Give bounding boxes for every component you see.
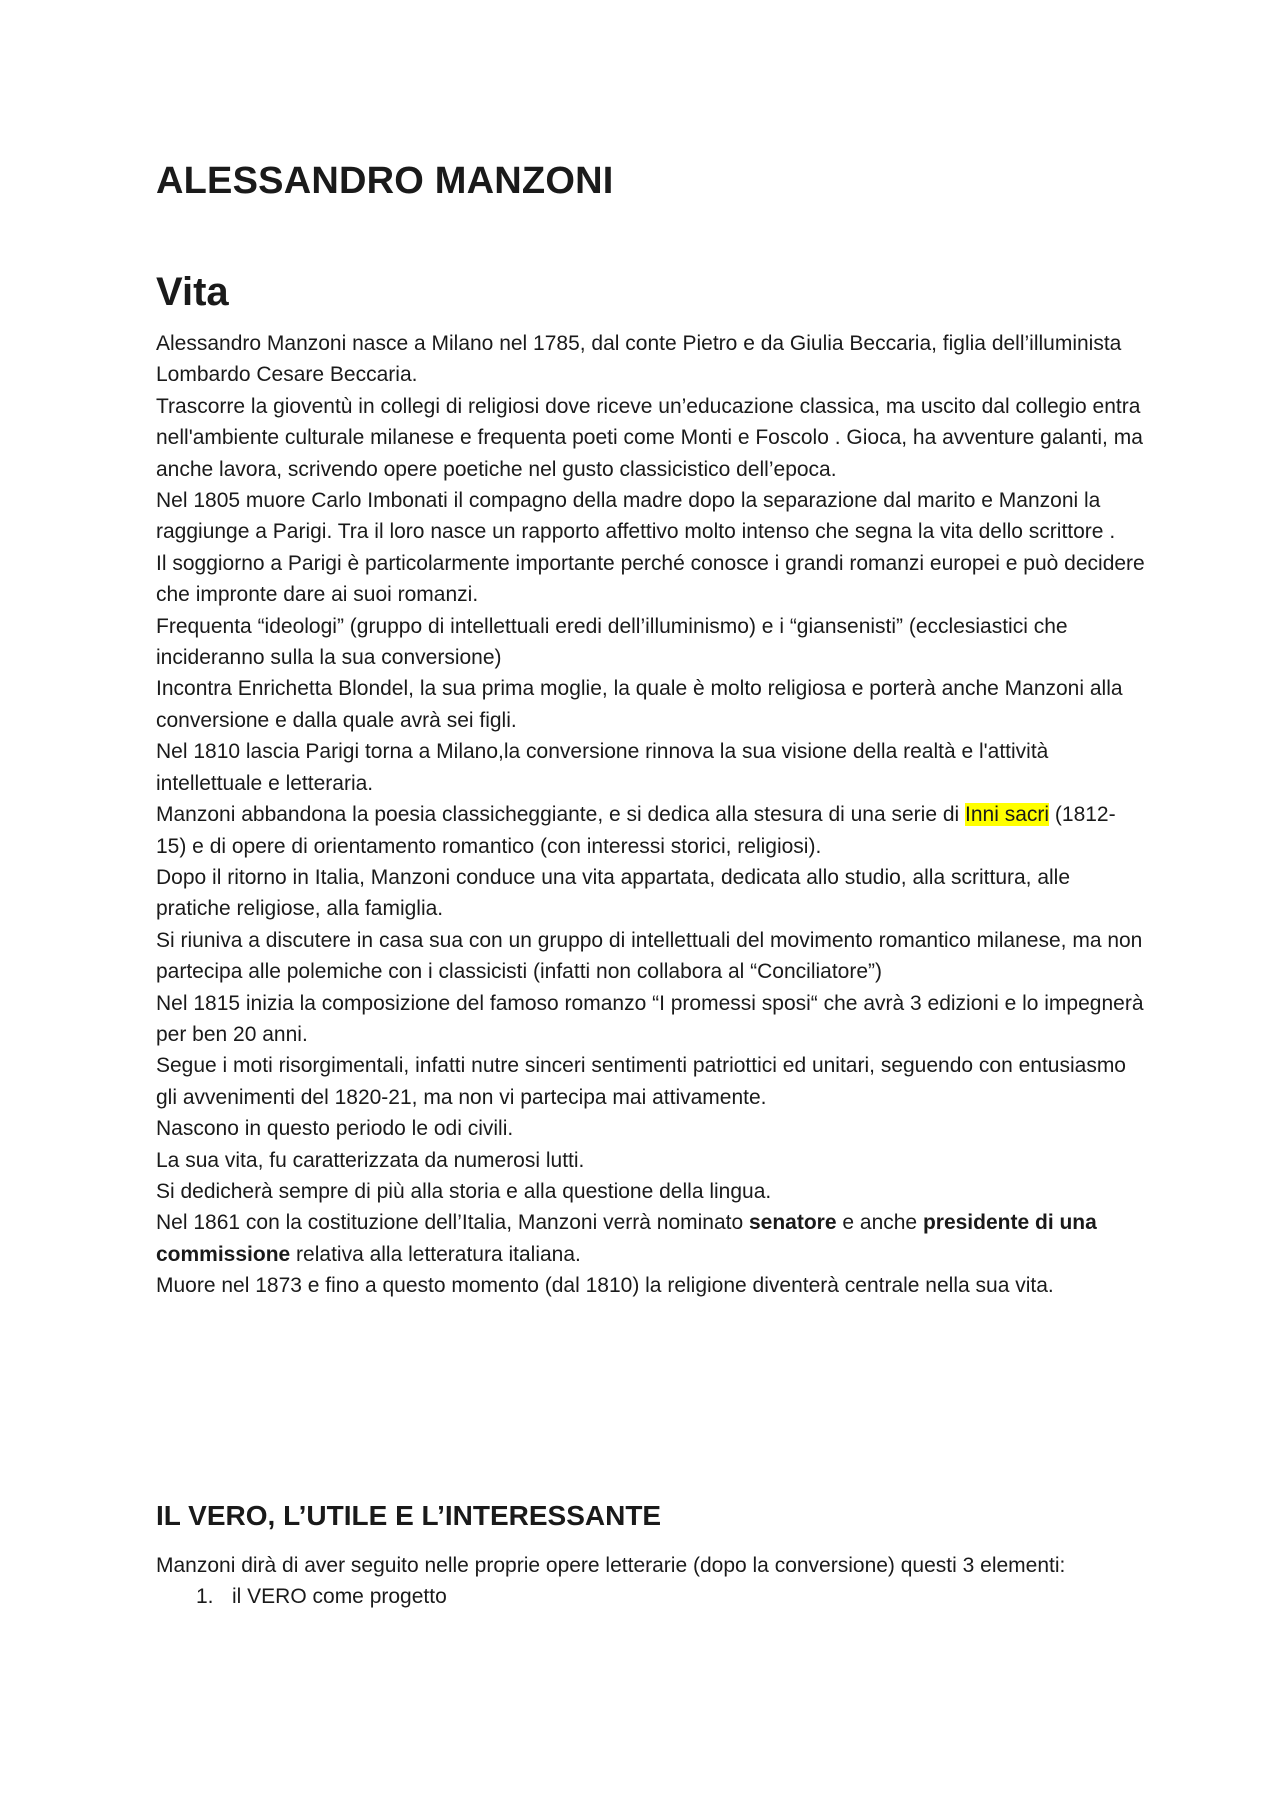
text-run: Nel 1861 con la costituzione dell’Italia, Manzoni verrà nominato: [156, 1211, 749, 1235]
list-item: [156, 1581, 1146, 1612]
paragraph: Alessandro Manzoni nasce a Milano nel 1785, dal conte Pietro e da Giulia Beccaria, figlia dell’illuminista Lombardo Cesare Beccaria.: [156, 332, 1122, 387]
paragraph: Nel 1810 lascia Parigi torna a Milano,la conversione rinnova la sua visione della realtà e l'attività intellettuale e letteraria.: [156, 740, 1049, 795]
paragraph: Frequenta “ideologi” (gruppo di intellettuali eredi dell’illuminismo) e i “giansenisti” (ecclesiastici che incideranno sulla la sua conversione): [156, 614, 1068, 670]
highlighted-text: Inni sacri: [965, 803, 1050, 827]
paragraph: Muore nel 1873 e fino a questo momento (dal 1810) la religione diventerà centrale nella sua vita.: [156, 1274, 1054, 1298]
paragraph: Trascorre la gioventù in collegi di religiosi dove riceve un’educazione classica, ma uscito dal collegio entra nell'ambiente culturale milanese e frequenta poeti come Monti e Foscolo . Gioca, ha avventure galanti, ma anche lavora, scrivendo opere poetiche nel gusto classicistico dell’epoca.: [156, 394, 1143, 481]
paragraph: Nel 1805 muore Carlo Imbonati il compagno della madre dopo la separazione dal marito e Manzoni la raggiunge a Parigi. Tra il loro nasce un rapporto affettivo molto intenso che segna la vita dello scrittore .: [156, 489, 1116, 544]
text-run: Manzoni abbandona la poesia classicheggiante, e si dedica alla stesura di una serie di: [156, 803, 966, 827]
numbered-list: [156, 1581, 1146, 1612]
bold-text: senatore: [749, 1211, 837, 1235]
paragraph: Nel 1815 inizia la composizione del famoso romanzo “I promessi sposi“ che avrà 3 edizioni e lo impegnerà per ben 20 anni.: [156, 991, 1144, 1046]
paragraph: Nascono in questo periodo le odi civili.: [156, 1117, 514, 1141]
bold-text: presidente di una commissione: [156, 1211, 1097, 1266]
vero-body: [156, 1550, 1146, 1613]
paragraph: La sua vita, fu caratterizzata da numerosi lutti.: [156, 1148, 585, 1172]
section-heading-vita: Vita: [156, 270, 229, 314]
paragraph: Incontra Enrichetta Blondel, la sua prima moglie, la quale è molto religiosa e porterà anche Manzoni alla conversione e dalla quale avrà sei figli.: [156, 677, 1123, 732]
text-run: relativa alla letteratura italiana.: [290, 1242, 581, 1266]
paragraph: Si dedicherà sempre di più alla storia e alla questione della lingua.: [156, 1179, 772, 1203]
paragraph: Il soggiorno a Parigi è particolarmente importante perché conosce i grandi romanzi europei e può decidere che impronte dare ai suoi romanzi.: [156, 551, 1145, 607]
paragraph: Dopo il ritorno in Italia, Manzoni conduce una vita appartata, dedicata allo studio, alla scrittura, alle pratiche religiose, alla famiglia.: [156, 865, 1071, 921]
section-heading-vero: IL VERO, L’UTILE E L’INTERESSANTE: [156, 1500, 662, 1531]
document-title: ALESSANDRO MANZONI: [156, 160, 614, 202]
list-item-text: il VERO come progetto: [232, 1585, 447, 1609]
paragraph: [156, 1207, 1146, 1270]
paragraph: [156, 799, 1146, 862]
paragraph: Segue i moti risorgimentali, infatti nutre sinceri sentimenti patriottici ed unitari, seguendo con entusiasmo gli avvenimenti del 1820-21, ma non vi partecipa mai attivamente.: [156, 1054, 1126, 1109]
list-number: 1.: [196, 1585, 214, 1609]
vita-body: [156, 328, 1146, 1302]
paragraph: Si riuniva a discutere in casa sua con un gruppo di intellettuali del movimento romantico milanese, ma non partecipa alle polemiche con i classicisti (infatti non collabora al “Conciliatore”): [156, 928, 1143, 984]
text-run: (1812- 15) e di opere di orientamento romantico (con interessi storici, religiosi).: [156, 803, 1116, 858]
text-run: e anche: [836, 1211, 923, 1235]
paragraph: Manzoni dirà di aver seguito nelle proprie opere letterarie (dopo la conversione) questi 3 elementi:: [156, 1554, 1066, 1577]
